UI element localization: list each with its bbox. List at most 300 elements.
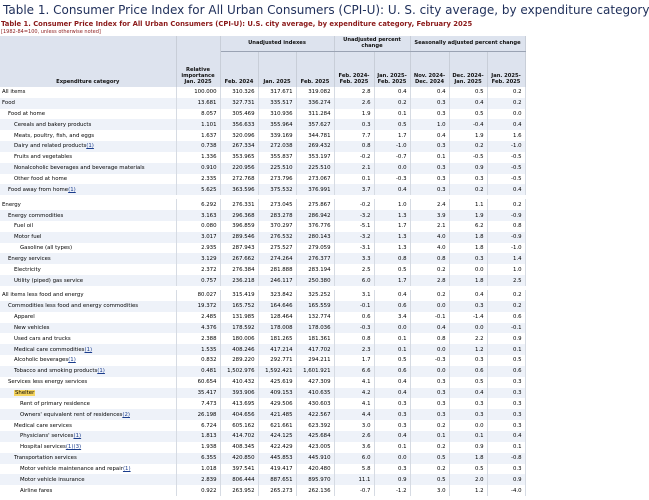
- row-label-text: Tobacco and smoking products: [14, 368, 98, 375]
- row-label: [0, 163, 176, 174]
- table-row: [0, 243, 525, 254]
- value-cell: 0.3: [410, 141, 449, 152]
- value-cell: 0.8: [334, 141, 374, 152]
- row-label-text: Electricity: [14, 266, 41, 273]
- value-cell: -1.0: [487, 243, 525, 254]
- value-cell: 80.027: [176, 290, 220, 301]
- value-cell: 0.4: [410, 130, 449, 141]
- value-cell: 0.5: [374, 119, 410, 130]
- value-cell: 0.0: [374, 163, 410, 174]
- value-cell: 286.942: [296, 210, 334, 221]
- table-row: [0, 323, 525, 334]
- table-row: [0, 109, 525, 120]
- row-label: [0, 420, 176, 431]
- value-cell: 279.059: [296, 243, 334, 254]
- value-cell: 0.3: [410, 377, 449, 388]
- footnote-link[interactable]: (1): [97, 368, 105, 375]
- value-cell: 0.5: [449, 109, 487, 120]
- value-cell: 4.0: [410, 243, 449, 254]
- value-cell: 0.8: [410, 333, 449, 344]
- value-cell: 0.4: [449, 388, 487, 399]
- value-cell: 0.4: [487, 119, 525, 130]
- value-cell: 289.220: [220, 355, 258, 366]
- value-cell: 1.7: [374, 275, 410, 286]
- value-cell: 0.2: [410, 464, 449, 475]
- row-label: [0, 355, 176, 366]
- row-label-text: Hospital services: [20, 444, 66, 451]
- value-cell: 0.0: [374, 453, 410, 464]
- value-cell: 310.936: [258, 109, 296, 120]
- value-cell: 0.5: [449, 464, 487, 475]
- value-cell: 0.3: [374, 420, 410, 431]
- value-cell: 4.0: [410, 232, 449, 243]
- value-cell: 417.702: [296, 344, 334, 355]
- value-cell: 424.125: [258, 431, 296, 442]
- value-cell: 7.473: [176, 398, 220, 409]
- value-cell: 0.8: [334, 333, 374, 344]
- value-cell: 2.0: [449, 474, 487, 485]
- row-label-text: Apparel: [14, 314, 35, 321]
- value-cell: 0.4: [449, 290, 487, 301]
- header-col: Dec. 2024-Jan. 2025: [449, 51, 487, 87]
- value-cell: 4.2: [334, 388, 374, 399]
- header-category: Expenditure category: [0, 36, 176, 87]
- value-cell: 0.4: [487, 184, 525, 195]
- row-label-text: Airline fares: [20, 487, 53, 494]
- value-cell: 1.8: [449, 243, 487, 254]
- value-cell: 0.481: [176, 366, 220, 377]
- value-cell: 181.265: [258, 333, 296, 344]
- value-cell: 1.3: [374, 232, 410, 243]
- value-cell: 272.038: [258, 141, 296, 152]
- value-cell: 310.326: [220, 87, 258, 98]
- table-caption: Table 1. Consumer Price Index for All Urban Consumers (CPI-U): U.S. city average, by expenditure category, February 2025: [1, 20, 473, 28]
- value-cell: 357.627: [296, 119, 334, 130]
- row-label-text: New vehicles: [14, 324, 50, 331]
- value-cell: 0.0: [410, 344, 449, 355]
- value-cell: 2.5: [334, 264, 374, 275]
- value-cell: 276.331: [220, 199, 258, 210]
- value-cell: -0.3: [334, 323, 374, 334]
- table-row: [0, 221, 525, 232]
- value-cell: 0.3: [449, 409, 487, 420]
- value-cell: 2.335: [176, 174, 220, 185]
- footnote-link[interactable]: (1): [122, 465, 131, 472]
- value-cell: 3.129: [176, 253, 220, 264]
- row-label: [0, 464, 176, 475]
- value-cell: -0.5: [487, 163, 525, 174]
- table-row: [0, 98, 525, 109]
- value-cell: 425.684: [296, 431, 334, 442]
- value-cell: 425.619: [258, 377, 296, 388]
- value-cell: 0.3: [487, 464, 525, 475]
- table-row: [0, 163, 525, 174]
- footnote-link[interactable]: (2): [122, 411, 130, 418]
- value-cell: 236.218: [220, 275, 258, 286]
- value-cell: 0.2: [487, 98, 525, 109]
- table-row: [0, 464, 525, 475]
- value-cell: 0.2: [449, 184, 487, 195]
- value-cell: 353.197: [296, 152, 334, 163]
- table-row: [0, 152, 525, 163]
- value-cell: 1.6: [487, 130, 525, 141]
- row-label: [0, 453, 176, 464]
- value-cell: 267.662: [220, 253, 258, 264]
- value-cell: 0.0: [410, 301, 449, 312]
- value-cell: 267.334: [220, 141, 258, 152]
- value-cell: 376.776: [296, 221, 334, 232]
- value-cell: 289.546: [220, 232, 258, 243]
- value-cell: 225.510: [258, 163, 296, 174]
- value-cell: 128.464: [258, 312, 296, 323]
- value-cell: 1.7: [374, 130, 410, 141]
- footnote-link[interactable]: (1): [86, 143, 94, 150]
- value-cell: 0.5: [374, 355, 410, 366]
- row-label-text: Owners' equivalent rent of residences: [20, 411, 123, 418]
- value-cell: 7.7: [334, 130, 374, 141]
- footnote-link[interactable]: (1)(3): [65, 444, 82, 451]
- row-label-text: Other food at home: [14, 175, 68, 182]
- value-cell: 430.603: [296, 398, 334, 409]
- value-cell: 1,601.921: [296, 366, 334, 377]
- value-cell: 0.3: [410, 98, 449, 109]
- value-cell: 1.0: [374, 199, 410, 210]
- row-label-text: Fuel oil: [14, 223, 34, 230]
- value-cell: 273.796: [258, 174, 296, 185]
- value-cell: 2.6: [334, 431, 374, 442]
- value-cell: 1.535: [176, 344, 220, 355]
- row-label-text: Fruits and vegetables: [14, 154, 73, 161]
- header-col: Jan. 2025-Feb. 2025: [374, 51, 410, 87]
- value-cell: 1.336: [176, 152, 220, 163]
- value-cell: 0.1: [487, 442, 525, 453]
- table-row: [0, 264, 525, 275]
- value-cell: 0.5: [487, 355, 525, 366]
- row-label: [0, 221, 176, 232]
- value-cell: 0.3: [487, 420, 525, 431]
- value-cell: 2.2: [449, 333, 487, 344]
- value-cell: 423.005: [296, 442, 334, 453]
- value-cell: 164.646: [258, 301, 296, 312]
- value-cell: -0.5: [487, 152, 525, 163]
- value-cell: 0.0: [449, 420, 487, 431]
- row-label: [0, 243, 176, 254]
- value-cell: 325.252: [296, 290, 334, 301]
- value-cell: 250.380: [296, 275, 334, 286]
- value-cell: 4.4: [334, 409, 374, 420]
- value-cell: 370.297: [258, 221, 296, 232]
- value-cell: -3.2: [334, 210, 374, 221]
- value-cell: 419.417: [258, 464, 296, 475]
- value-cell: 1.2: [449, 485, 487, 496]
- row-label-text: Energy services: [8, 255, 51, 262]
- footnote-link[interactable]: (1): [73, 433, 82, 440]
- row-label: [0, 290, 176, 301]
- row-label: [0, 264, 176, 275]
- table-row: [0, 141, 525, 152]
- value-cell: 409.153: [258, 388, 296, 399]
- value-cell: 0.4: [374, 431, 410, 442]
- value-cell: 6.6: [334, 366, 374, 377]
- value-cell: 0.4: [410, 87, 449, 98]
- row-label: [0, 301, 176, 312]
- value-cell: 0.910: [176, 163, 220, 174]
- row-label: [0, 377, 176, 388]
- value-cell: 0.2: [410, 420, 449, 431]
- row-label-text: Energy: [2, 201, 21, 208]
- value-cell: 408.246: [220, 344, 258, 355]
- value-cell: 2.935: [176, 243, 220, 254]
- value-cell: 0.0: [449, 264, 487, 275]
- value-cell: -1.4: [449, 312, 487, 323]
- table-row: [0, 442, 525, 453]
- value-cell: 0.2: [487, 87, 525, 98]
- row-label-text: All items: [2, 89, 26, 96]
- value-cell: 0.1: [374, 344, 410, 355]
- value-cell: 0.2: [487, 290, 525, 301]
- table-row: [0, 485, 525, 496]
- value-cell: 273.067: [296, 174, 334, 185]
- value-cell: 132.774: [296, 312, 334, 323]
- row-label: [0, 323, 176, 334]
- value-cell: 294.211: [296, 355, 334, 366]
- table-row: [0, 420, 525, 431]
- value-cell: 427.309: [296, 377, 334, 388]
- footnote-link[interactable]: (1): [68, 357, 76, 364]
- value-cell: 323.842: [258, 290, 296, 301]
- value-cell: 0.1: [410, 431, 449, 442]
- table-row: [0, 174, 525, 185]
- table-row: [0, 366, 525, 377]
- value-cell: 0.3: [449, 174, 487, 185]
- value-cell: 408.345: [220, 442, 258, 453]
- row-label: [0, 398, 176, 409]
- value-cell: 0.832: [176, 355, 220, 366]
- table-row: [0, 333, 525, 344]
- value-cell: 5.625: [176, 184, 220, 195]
- value-cell: 344.781: [296, 130, 334, 141]
- value-cell: 0.3: [410, 163, 449, 174]
- value-cell: 0.6: [334, 312, 374, 323]
- value-cell: 1.3: [374, 243, 410, 254]
- value-cell: 0.3: [449, 301, 487, 312]
- row-label: [0, 174, 176, 185]
- value-cell: 0.1: [410, 152, 449, 163]
- row-label: [0, 141, 176, 152]
- footnote-link[interactable]: (1): [68, 186, 76, 193]
- value-cell: 319.082: [296, 87, 334, 98]
- row-label: [0, 485, 176, 496]
- value-cell: 317.671: [258, 87, 296, 98]
- value-cell: 0.9: [449, 163, 487, 174]
- value-cell: -0.8: [487, 453, 525, 464]
- value-cell: 265.273: [258, 485, 296, 496]
- value-cell: 0.1: [374, 442, 410, 453]
- value-cell: 281.888: [258, 264, 296, 275]
- table-row: [0, 290, 525, 301]
- value-cell: 220.956: [220, 163, 258, 174]
- value-cell: 3.3: [334, 253, 374, 264]
- value-cell: 0.8: [487, 221, 525, 232]
- row-label: [0, 431, 176, 442]
- value-cell: 414.702: [220, 431, 258, 442]
- value-cell: -0.1: [410, 312, 449, 323]
- value-cell: -0.7: [374, 152, 410, 163]
- value-cell: 8.057: [176, 109, 220, 120]
- value-cell: 0.3: [410, 184, 449, 195]
- value-cell: 0.4: [374, 377, 410, 388]
- value-cell: -5.1: [334, 221, 374, 232]
- footnote-link[interactable]: (1): [84, 346, 93, 353]
- value-cell: 397.541: [220, 464, 258, 475]
- value-cell: 0.5: [374, 264, 410, 275]
- row-label: [0, 333, 176, 344]
- value-cell: 355.964: [258, 119, 296, 130]
- value-cell: 1.938: [176, 442, 220, 453]
- value-cell: 2.5: [487, 275, 525, 286]
- table-row: [0, 253, 525, 264]
- value-cell: 0.6: [374, 301, 410, 312]
- value-cell: 2.1: [410, 221, 449, 232]
- value-cell: 6.292: [176, 199, 220, 210]
- value-cell: 0.8: [374, 253, 410, 264]
- row-label: [0, 275, 176, 286]
- value-cell: 0.0: [374, 323, 410, 334]
- row-label: [0, 152, 176, 163]
- value-cell: 246.117: [258, 275, 296, 286]
- row-label: [0, 184, 176, 195]
- value-cell: -3.1: [334, 243, 374, 254]
- header-col: Feb. 2025: [296, 51, 334, 87]
- row-label-text: Nonalcoholic beverages and beverage materials: [14, 165, 145, 172]
- value-cell: 225.510: [296, 163, 334, 174]
- value-cell: 315.419: [220, 290, 258, 301]
- table-row: [0, 355, 525, 366]
- value-cell: 280.143: [296, 232, 334, 243]
- value-cell: 2.6: [334, 98, 374, 109]
- value-cell: 6.0: [334, 453, 374, 464]
- value-cell: 417.214: [258, 344, 296, 355]
- value-cell: 0.6: [449, 366, 487, 377]
- value-cell: 1.8: [449, 453, 487, 464]
- row-label-text: Commodities less food and energy commodities: [8, 303, 139, 310]
- row-label: [0, 253, 176, 264]
- row-label-text: Food: [2, 100, 15, 107]
- value-cell: 11.1: [334, 474, 374, 485]
- value-cell: 336.274: [296, 98, 334, 109]
- table-row: [0, 87, 525, 98]
- row-label: [0, 210, 176, 221]
- value-cell: 0.2: [487, 199, 525, 210]
- value-cell: 0.5: [449, 377, 487, 388]
- value-cell: 422.567: [296, 409, 334, 420]
- row-label-text: Used cars and trucks: [14, 335, 71, 342]
- value-cell: 0.2: [487, 301, 525, 312]
- value-cell: 5.8: [334, 464, 374, 475]
- row-label-text: Medical care commodities: [14, 346, 85, 353]
- value-cell: 1.1: [449, 199, 487, 210]
- value-cell: 413.695: [220, 398, 258, 409]
- value-cell: 0.3: [410, 109, 449, 120]
- value-cell: -0.9: [487, 232, 525, 243]
- value-cell: 420.480: [296, 464, 334, 475]
- value-cell: 0.3: [449, 355, 487, 366]
- table-body: [0, 87, 525, 496]
- value-cell: 0.0: [449, 323, 487, 334]
- value-cell: 0.2: [410, 442, 449, 453]
- header-importance: Relative importance Jan. 2025: [176, 36, 220, 87]
- value-cell: 2.372: [176, 264, 220, 275]
- value-cell: 276.532: [258, 232, 296, 243]
- value-cell: 1.018: [176, 464, 220, 475]
- value-cell: 375.532: [258, 184, 296, 195]
- value-cell: 178.036: [296, 323, 334, 334]
- value-cell: -0.3: [410, 355, 449, 366]
- value-cell: -0.4: [449, 119, 487, 130]
- value-cell: 0.0: [487, 109, 525, 120]
- value-cell: 3.6: [334, 442, 374, 453]
- value-cell: 180.006: [220, 333, 258, 344]
- table-row: [0, 453, 525, 464]
- value-cell: 895.970: [296, 474, 334, 485]
- row-label: [0, 409, 176, 420]
- value-cell: 100.000: [176, 87, 220, 98]
- value-cell: 0.1: [449, 431, 487, 442]
- row-label-text: Meats, poultry, fish, and eggs: [14, 132, 95, 139]
- value-cell: 0.6: [487, 366, 525, 377]
- row-label-text: Transportation services: [14, 455, 77, 462]
- value-cell: 1.0: [487, 264, 525, 275]
- value-cell: 0.5: [449, 87, 487, 98]
- page-title: Table 1. Consumer Price Index for All Urban Consumers (CPI-U): U. S. city average, by expenditure category: [3, 3, 649, 17]
- value-cell: 0.2: [410, 290, 449, 301]
- value-cell: 26.198: [176, 409, 220, 420]
- row-label-text: Food at home: [8, 110, 46, 117]
- value-cell: 35.417: [176, 388, 220, 399]
- value-cell: 305.469: [220, 109, 258, 120]
- value-cell: -0.1: [334, 301, 374, 312]
- value-cell: 0.922: [176, 485, 220, 496]
- value-cell: 320.096: [220, 130, 258, 141]
- row-label-text: Medical care services: [14, 422, 72, 429]
- value-cell: 1.637: [176, 130, 220, 141]
- value-cell: 3.4: [374, 312, 410, 323]
- value-cell: 1.9: [449, 210, 487, 221]
- value-cell: 181.361: [296, 333, 334, 344]
- value-cell: 6.355: [176, 453, 220, 464]
- table-row: [0, 275, 525, 286]
- value-cell: 276.384: [220, 264, 258, 275]
- value-cell: 0.3: [487, 398, 525, 409]
- value-cell: 13.681: [176, 98, 220, 109]
- cpi-table: [0, 36, 526, 496]
- value-cell: 0.738: [176, 141, 220, 152]
- value-cell: 0.0: [410, 366, 449, 377]
- table-note: [1982-84=100, unless otherwise noted]: [1, 29, 101, 35]
- value-cell: 3.7: [334, 184, 374, 195]
- value-cell: 6.724: [176, 420, 220, 431]
- value-cell: -0.3: [374, 174, 410, 185]
- row-label: [0, 232, 176, 243]
- header-col: Jan. 2025-Feb. 2025: [487, 51, 525, 87]
- value-cell: 0.5: [410, 453, 449, 464]
- value-cell: 296.368: [220, 210, 258, 221]
- value-cell: 0.9: [487, 333, 525, 344]
- table-row: [0, 232, 525, 243]
- value-cell: 1.4: [487, 253, 525, 264]
- value-cell: 355.837: [258, 152, 296, 163]
- value-cell: 0.1: [487, 344, 525, 355]
